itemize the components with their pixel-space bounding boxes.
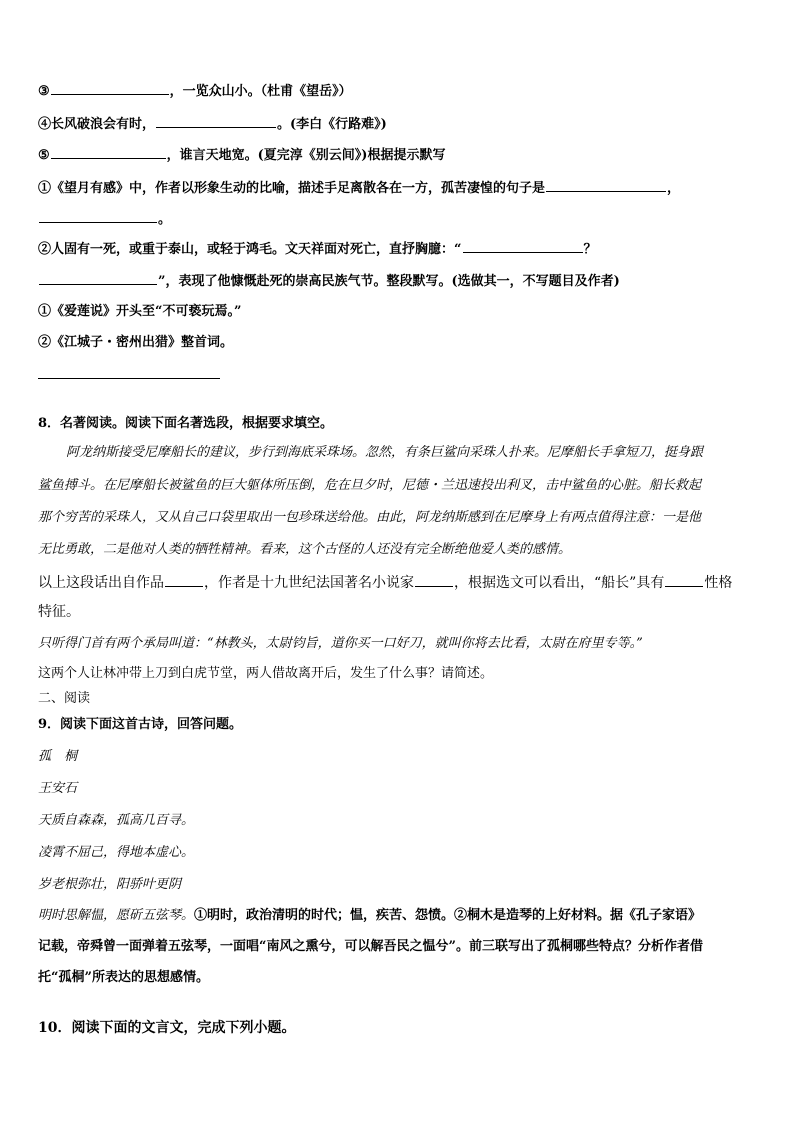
note-line: 托“孤桐”所表达的思想感情。 <box>38 970 209 985</box>
fill-item-3 <box>38 80 758 102</box>
item-marker: ③ <box>38 84 50 99</box>
item-text: ，一览众山小。（杜甫《望岳》） <box>169 84 352 99</box>
item-text: ，谁言天地宽。(夏完淳《别云间》)根据提示默写 <box>166 148 446 163</box>
prompt-a-cont <box>38 208 758 230</box>
note-text: ①明时，政治清明的时代；愠，疾苦、怨愤。②桐木是造琴的上好材料。据《孔子家语》 <box>194 908 702 923</box>
poem-author: 王安石 <box>38 781 78 796</box>
passage-line: 那个穷苦的采珠人，又从自己口袋里取出一包珍珠送给他。由此，阿龙纳斯感到在尼摩身上有两点值得注意：一是他 <box>38 510 702 525</box>
item-text-before: 长风破浪会有时， <box>51 117 156 132</box>
passage-line: 无比勇敢，二是他对人类的牺牲精神。看来，这个古怪的人还没有完全断绝他爱人类的感情。 <box>38 542 572 557</box>
item-marker: ① <box>38 304 52 319</box>
prompt-b <box>38 238 758 260</box>
q8-question: 这两个人让林冲带上刀到白虎节堂，两人借故离开后，发生了什么事？请简述。 <box>38 666 494 681</box>
q8-fill-line <box>38 572 758 593</box>
answer-blank[interactable] <box>51 144 166 159</box>
answer-rule[interactable] <box>38 378 220 379</box>
answer-blank[interactable] <box>463 238 583 253</box>
answer-blank[interactable] <box>665 572 703 587</box>
item-marker: ⑤ <box>38 148 50 163</box>
option-text: 《江城子・密州出猎》整首词。 <box>51 335 234 350</box>
item-text-after: 。(李白《行路难》) <box>277 117 387 132</box>
option-1 <box>38 302 758 322</box>
passage-line: 阿龙纳斯接受尼摩船长的建议，步行到海底采珠场。忽然，有条巨鲨向采珠人扑来。尼摩船长手拿短刀，挺身跟 <box>66 445 704 460</box>
poem-line: 岁老根弥壮，阳骄叶更阴 <box>38 877 182 892</box>
fill-text: ，作者是十九世纪法国著名小说家 <box>204 575 414 591</box>
note-line: 记载，帝舜曾一面弹着五弦琴，一面唱“南风之熏兮，可以解吾民之愠兮”。前三联写出了孤桐哪些特点？分析作者借 <box>38 939 703 954</box>
answer-blank[interactable] <box>39 270 157 285</box>
poem-line: 凌霄不屈己，得地本虚心。 <box>38 845 195 860</box>
q8-heading: 8．名著阅读。阅读下面名著选段，根据要求填空。 <box>38 416 334 431</box>
item-marker: ④ <box>38 117 52 132</box>
q9-heading: 9．阅读下面这首古诗，回答问题。 <box>38 717 243 732</box>
section-heading: 二、阅读 <box>38 691 91 706</box>
q10-heading: 10．阅读下面的文言文，完成下列小题。 <box>38 1020 296 1036</box>
option-text: 《爱莲说》开头至“不可亵玩焉。” <box>51 304 242 319</box>
q8-quote: 只听得门首有两个承局叫道：“林教头，太尉钧旨，道你买一口好刀，就叫你将去比看，太尉在府里专等。” <box>38 636 643 651</box>
fill-text: 性格 <box>704 575 733 591</box>
poem-line: 天质自森森，孤高几百寻。 <box>38 813 195 828</box>
prompt-b-cont <box>38 270 758 292</box>
q8-fill-end: 特征。 <box>38 604 80 620</box>
answer-blank[interactable] <box>546 177 666 192</box>
option-2 <box>38 333 758 353</box>
item-marker: ② <box>38 242 52 257</box>
fill-item-4 <box>38 113 758 135</box>
answer-blank[interactable] <box>39 208 157 223</box>
prompt-text: 《望月有感》中，作者以形象生动的比喻，描述手足离散各在一方，孤苦凄惶的句子是 <box>51 181 546 196</box>
prompt-end: 。 <box>158 212 172 227</box>
passage-line: 鲨鱼搏斗。在尼摩船长被鲨鱼的巨大躯体所压倒，危在旦夕时，尼德・兰迅速投出利叉，击中鲨鱼的心脏。船长救起 <box>38 478 702 493</box>
fill-text: ，根据选文可以看出，“船长”具有 <box>454 575 665 591</box>
answer-blank[interactable] <box>415 572 453 587</box>
prompt-comma: ， <box>667 181 681 196</box>
prompt-a <box>38 177 758 199</box>
answer-blank[interactable] <box>156 113 276 128</box>
fill-item-5 <box>38 144 758 166</box>
fill-text: 以上这段话出自作品 <box>38 575 164 591</box>
poem-last-line: 明时思解愠，愿斫五弦琴。 <box>38 908 195 923</box>
poem-title: 孤 桐 <box>38 749 78 764</box>
prompt-cont: ”，表现了他慷慨赴死的崇高民族气节。整段默写。(选做其一，不写题目及作者) <box>158 274 620 289</box>
item-marker: ② <box>38 335 52 350</box>
answer-blank[interactable] <box>51 80 169 95</box>
prompt-text: 人固有一死，或重于泰山，或轻于鸿毛。文天祥面对死亡，直抒胸臆：“ <box>51 242 462 257</box>
item-marker: ① <box>38 181 52 196</box>
answer-blank[interactable] <box>165 572 203 587</box>
prompt-qmark: ？ <box>583 242 597 257</box>
poem-notes-line <box>38 906 758 926</box>
